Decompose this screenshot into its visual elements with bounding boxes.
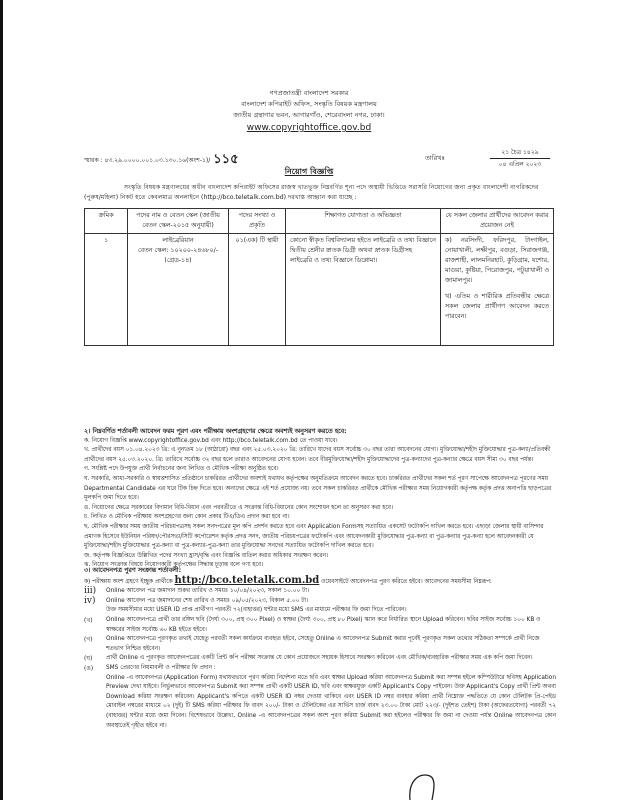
cell-post <box>128 234 229 346</box>
item-text: Online আবেদন পত্র জমাদানের শেষ তারিখ ও সময়ঃ ০৯/০৫/২০২৩, বিকাল ৫.০০ টা। <box>106 597 309 604</box>
condition-item: ঝ. নিয়োগ সংক্রান্ত বিষয়ে নিয়োগকারী কর্তৃপক্ষের সিদ্ধান্ত চূড়ান্ত বলে গণ্য হবে। <box>84 562 264 569</box>
apply-instruction <box>84 576 556 588</box>
teletalk-link[interactable]: http://bco.teletalk.com.bd <box>174 574 320 586</box>
condition-item: গ. সংশ্লিষ্ট পদে উপযুক্ত প্রার্থী নির্বাচনের জন্য লিখিত ও মৌখিক পরীক্ষা অনুষ্ঠিত হবে। <box>84 466 279 473</box>
cell-count: ০১(এক) টি স্থায়ী <box>229 234 286 346</box>
item-heading: SMS প্রেরণের নিয়মাবলী ও পরীক্ষার ফি প্রদান : <box>106 664 216 671</box>
col-serial: ক্রমিক <box>85 209 128 234</box>
vacancy-table <box>84 208 554 346</box>
item-text: Online আবেদন পত্র জমাদান শুরুর তারিখ ও সময়ঃ ১০/০৪/২০২৩, সকাল ১০.০০ টা। <box>106 588 309 595</box>
condition-item: চ. লিখিত ও মৌখিক পরীক্ষায় অংশগ্রহণের জন্য কোন প্রকার টিএ/ডিএ প্রদান করা হবে না। <box>84 514 290 521</box>
end-date-item <box>84 597 556 616</box>
post-name: লাইব্রেরিয়ান <box>162 237 194 244</box>
start-date-item <box>84 587 556 597</box>
item-marker: iv) <box>84 595 96 606</box>
col-count: পদের সংখ্যা ও প্রকৃতি <box>229 209 286 234</box>
grade: (গ্রেড-১৪) <box>164 257 192 264</box>
excluded-districts: ক) নরসিংদী, ফরিদপুর, টাংগাইল, নোয়াখালী, লক্ষীপুর, বগুড়া, সিরাজগঞ্জ, রাজশাহী, লালমনিরহাট, কুড়িগ্রাম, যশোর, মাগুরা, কুষ্টিয়া, পিরোজপুর, পটুয়াখালী ও জামালপুর। <box>445 237 549 284</box>
date-label: তারিখঃ <box>425 154 445 162</box>
exception-note: খ) এতিম ও শারীরিক প্রতিবন্ধীর ক্ষেত্রে সকল জেলার প্রার্থীগণ আবেদন করতে পারবেন। <box>445 293 549 320</box>
item-marker: iii) <box>84 586 97 597</box>
intro-paragraph: সংস্কৃতি বিষয়ক মন্ত্রণালয়ের অধীন বাংলাদেশ কপিরাইট অফিসের রাজস্ব খাতভুক্ত নিম্নবর্ণিত শূন্য পদে অস্থায়ী ভিত্তিতে সরাসরি নিয়োগের জন্য প্রকৃত বাংলাদেশী নাগরিকদের (পুরুষ/মহিলা) নিকট হতে কেবলমাত্র অনলাইনে (http://bco.teletalk.com.bd) দরখাস্ত আহ্বান করা যাচ্ছে : <box>84 184 539 201</box>
condition-item: ঘ. সরকারি, আধা-সরকারি ও স্বায়ত্তশাসিত প্রতিষ্ঠানে চাকরিরত প্রার্থীদের অবশ্যই যথাযথ কর্তৃপক্ষের অনুমতিক্রমে আবেদন করতে হবে। চাকরিরত প্রার্থীদের সকল শর্ত পূরণ সাপেক্ষে আবেদনপত্র পূরণের সময় Departmental Candidate এর ঘরে টিক চিহ্ন দিতে হবে। অন্যদের ক্ষেত্রে এই শর্ত প্রযোজ্য নয়। তবে সকল চাকরিরত প্রার্থীকে মৌখিক পরীক্ষার সময় নিয়োগকারী কর্তৃপক্ষ কর্তৃক প্রদত্ত অনাপত্তি ছাড়পত্রের মূলকপি জমা দিতে হবে। <box>84 475 552 502</box>
apply-prefix: ক) পরীক্ষায় অংশ গ্রহণে ইচ্ছুক প্রার্থীকে <box>84 578 173 585</box>
accuracy-item <box>84 635 556 654</box>
col-qualification: শিক্ষাগত যোগ্যতা ও অভিজ্ঞতা <box>286 209 441 234</box>
print-copy-item <box>84 654 556 664</box>
memo-number: ১১৫ <box>213 152 239 167</box>
section-2-conditions <box>84 427 556 571</box>
item-note: উক্ত সময়সীমার মধ্যে USER ID প্রাপ্ত প্রার্থীগণ পরবর্তী ৭২(বাহাত্তর) ঘন্টার মধ্যে SMS এর মাধ্যমে পরীক্ষার ফি জমা দিতে পারিবেন। <box>106 607 407 614</box>
office-address: জাতীয় গ্রন্থাগার ভবন, আগারগাঁও, শেরেবাংলা নগর, ঢাকা। <box>233 111 385 119</box>
signature-mark <box>400 770 460 800</box>
item-marker: (ঙ) <box>84 664 94 672</box>
col-post: পদের নাম ও বেতন স্কেল (জাতীয় বেতন স্কেল-২০১৫ অনুযায়ী) <box>128 209 229 234</box>
table-header-row <box>85 209 554 234</box>
item-text: Online আবেদনপত্রে পূরণকৃত তথ্যই যেহেতু পরবর্তী সকল কার্যক্রমে ব্যবহৃত হইবে, সেহেতু Online এ আবেদনপত্র Submit করার পূর্বেই পূরণকৃত সকল তথ্যের সঠিকতা সম্পর্কে প্রার্থী নিজে শতভাগ নিশ্চিত হইবেন। <box>106 636 540 652</box>
letterhead <box>0 88 618 135</box>
condition-item: ছ. মৌখিক পরীক্ষার সময় জাতীয় পরিচয়পত্রসহ সকল সনদপত্রের মূল কপি প্রদর্শন করতে হবে এবং Application Formসহ সত্যায়িত একসেট ফটোকপি দাখিল করতে হবে। এছাড়া জেলার স্থায়ী বাসিন্দার প্রমাণক হিসেবে ইউনিয়ন পরিষদ/পৌরসভা/সিটি কর্পোরেশন কর্তৃক প্রদত্ত সনদ, জাতীয় পরিচয়পত্রের ফটোকপি এবং আবেদনকারী মুক্তিযোদ্ধার পুত্র-কন্যা বা পুত্র-কন্যার পুত্র-কন্যা হলে আবেদনকারী যে মুক্তিযোদ্ধা/শহীদ মুক্তিযোদ্ধার পুত্র-কন্যা বা পুত্র-কন্যার-পুত্র-কন্যা তার মুক্তিযোদ্ধা সনদের সত্যায়িত ফটোকপি দাখিল করতে হবে। <box>84 523 544 550</box>
item-text: প্রার্থী Online এ পূরণকৃত আবেদনপত্রের একটি প্রিন্ট কপি পরীক্ষা সংক্রান্ত যে কোন প্রয়োজনে সহায়ক হিসাবে সংরক্ষণ করিবেন এবং মৌখিক/ব্যবহারিক পরীক্ষার সময় এক কপি জমা দিবেন। <box>106 655 533 662</box>
date-bangla: ২১ চৈত্র ১৪২৯ <box>490 147 550 159</box>
notice-title: নিয়োগ বিজ্ঞপ্তি <box>284 167 334 176</box>
govt-name: গণপ্রজাতন্ত্রী বাংলাদেশ সরকার <box>269 89 349 97</box>
item-marker: (খ) <box>84 616 93 624</box>
website-link[interactable]: www.copyrightoffice.gov.bd <box>246 123 372 133</box>
cell-qualification: কোনো স্বীকৃত বিশ্ববিদ্যালয় হইতে লাইব্রেরি ও তথ্য বিজ্ঞানে দ্বিতীয় শ্রেনীর স্নাতক ডিগ্রী অথবা স্নাতক ডিগ্রীসহ লাইব্রেরি ও তথ্য বিজ্ঞানে ডিপ্লোমা। <box>286 234 441 346</box>
item-marker: (ঘ) <box>84 655 93 663</box>
section-2-heading: ২। নিম্নবর্ণিত শর্তাবলী আবেদন ফরম পূরণ এবং পরীক্ষায় অংশগ্রহণের ক্ষেত্রে অবশ্যই অনুসরণ করতে হবে: <box>84 428 347 435</box>
apply-suffix: ওয়েবসাইটে আবেদনপত্র পুরণ করিতে হইবে। আবেদনের সময়সীমা নিম্নরূপ: <box>321 578 492 585</box>
item-marker: (গ) <box>84 636 93 644</box>
pay-scale: বেতন স্কেল: ১০২০০-২৪৬৮০/- <box>137 247 219 254</box>
sms-fee-item <box>84 664 556 731</box>
item-text: Online -এ আবেদনপত্র (Application Form) যথাযথভাবে পূরণ করিয়া নির্দেশনা মতে ছবি এবং স্বাক্ষর Upload করিয়া আবেদনপত্র Submit করা সম্পন্ন হইলে কম্পিউটারে ছবিসহ Application Preview দেখা যাইবে। নির্ভুলভাবে আবেদনপত্র Submit করা সম্পন্ন প্রার্থী একটি USER ID, ছবি এবং স্বাক্ষরযুক্ত একটি Applicant's Copy পাইবেন। উক্ত Applicant's Copy প্রার্থী প্রিন্ট অথবা Download করিয়া সংরক্ষণ করিবেন। Applicant's কপিতে একটি USER ID নম্বর দেওয়া থাকিবে এবং USER ID নম্বর ব্যবহার করিয়া প্রার্থী নিম্নোক্ত পদ্ধতিতে যে কোন টেলিটক প্রি-পেইড মোবাইল নম্বরের মাধ্যমে ০২ (দুই) টি SMS করিয়া পরীক্ষার ফি বাবদ ২০০/- টাকা ও টেলিটকের এর সার্ভিস চার্জ বাবদ ২৩.০০ টাকা মোট ২২৩/- (দুইশত তেইশ) টাকা (অফেরতযোগ্য) পরবর্তী ৭২ (বাহাত্তর) ঘন্টার মধ্যে জমা দিবেন। বিশেষভাবে উল্লেখ্য, Online -এ আবেদনপত্রের সকল অংশ পূরণ করিয়া Submit করা হইলেও পরীক্ষার ফি জমা না দেওয়া পর্যন্ত Online আবেদনপত্র কোন অবস্থাতেই গৃহীত হইবে না। <box>106 674 556 729</box>
item-text: Online আবেদনপত্রে প্রার্থী তার রঙ্গিন ছবি (দৈর্ঘ্য ৩০০, প্রস্থ ৩০০ Pixel) ও স্বাক্ষর (দৈর্ঘ্য ৩০০, প্রস্থ ৮০ Pixel) স্ক্যান করে নির্ধারিত স্থানে Upload করিবেন। ছবির সাইজ সর্বোচ্চ ১০০ KB ও স্বাক্ষরের সাইজ সর্বোচ্চ ৬০ KB হইতে হইবে। <box>106 616 541 633</box>
date-english: ০৪ এপ্রিল ২০২৩ <box>498 161 542 168</box>
condition-item: ক. নিয়োগ বিজ্ঞপ্তি www.copyrightoffice.gov.bd এবং http://bco.teletalk.com.bd তে পাওয়া যাবে। <box>84 437 338 444</box>
col-districts: যে সকল জেলার প্রার্থীদের আবেদন করার প্রয়োজন নেই <box>441 209 554 234</box>
condition-item: ঙ. নিয়োগের ক্ষেত্রে সরকারের বিদ্যমান বিধি-বিধান এবং পরবর্তীতে এ সংক্রান্ত বিধি-বিধানের কোন সংশোধন হলে তা অনুসরণ করা হবে। <box>84 504 393 511</box>
condition-item: জ. কর্তৃপক্ষ বিজ্ঞপ্তিতে উল্লিখিত পদের সংখ্যা হ্রাস/বৃদ্ধি এবং বিজ্ঞপ্তি বাতিল করার অধিকার সংরক্ষণ করেন। <box>84 552 328 559</box>
cell-serial: ১ <box>85 234 128 346</box>
memo-label: স্মারক : ৪৩.২৯.০০০০.০০১.০৩.১৩০.১৬(অংশ-১)/ <box>84 157 211 164</box>
cell-districts <box>441 234 554 346</box>
photo-upload-item <box>84 616 556 635</box>
condition-item: খ. প্রার্থীদের বয়স ০১.০৪.২০২৩ খ্রি: এ নুন্যতম ১৮ (আঠারো) বছর এবং ২৫.০৩.২০২০ খ্রি: তারিখে যাদের বয়স সর্বোচ্চ ৩০ বছর তারা আবেদনের যোগ্য। মুক্তিযোদ্ধা/শহীদ মুক্তিযোদ্ধার পুত্র-কন্যা/প্রতিবন্ধী প্রার্থীদের বয়স ২৫.০৩.২০২০. খ্রি: তারিখে সর্বোচ্চ ৩২ বছর হলে তারাও আবেদনের যোগ্য হবেন। তবে বীরমুক্তিযোদ্ধা/শহীদ মুক্তিযোদ্ধাদের পুত্র-কন্যাদের পুত্র-কন্যার ক্ষেত্রে বয়স সীমা ৩০ বছর পর্যন্ত। <box>84 447 551 463</box>
section-3-application <box>84 566 556 731</box>
office-name: বাংলাদেশ কপিরাইট অফিস, সংস্কৃতি বিষয়ক মন্ত্রণালয় <box>241 100 377 108</box>
section-3-heading: ৩। আবেদনপত্র পুরণ সংক্রান্ত শর্তাবলী: <box>84 567 182 574</box>
table-row <box>85 234 554 346</box>
